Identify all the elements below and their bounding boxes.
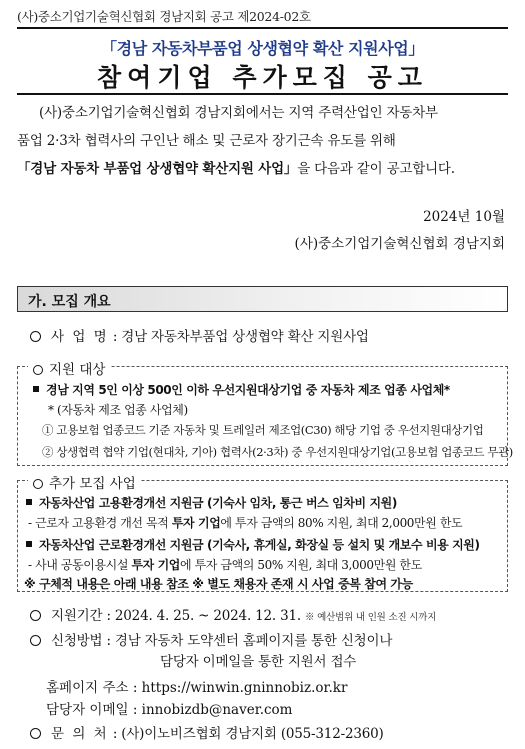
circle-bullet-icon <box>33 479 43 489</box>
intro-line-3 <box>17 157 508 177</box>
period-label: 지원기간 <box>51 608 103 624</box>
target-label-text: 지원 대상 <box>49 362 106 378</box>
target-main-text: 경남 지역 5인 이상 500인 이하 우선지원대상기업 중 자동차 제조 업종 사업체* <box>46 383 450 397</box>
target-item-2: ② 상생협력 협약 기업(현대차, 기아) 협력사(2·3차) 중 우선지원대상기업(고용보험 업종코드 무관) <box>42 445 513 459</box>
program-1-title <box>26 494 397 511</box>
target-item-1: ① 고용보험 업종코드 기준 자동차 및 트레일러 제조업(C30) 해당 기업 중 우선지원대상기업 <box>42 423 484 437</box>
target-main <box>33 381 450 398</box>
programs-notice: ※ 구체적 내용은 아래 내용 참조 ※ 별도 채용자 존재 시 사업 중복 참여 가능 <box>24 577 413 591</box>
title-main: 참여기업 추가모집 공고 <box>97 63 428 92</box>
program-1-desc-b: 투자 기업 <box>171 516 221 530</box>
program-1-title-text: 자동차산업 고용환경개선 지원금 (기숙사 임차, 통근 버스 임차비 지원) <box>39 496 397 510</box>
inquiry-item <box>30 722 384 742</box>
programs-label-text: 추가 모집 사업 <box>49 476 136 492</box>
square-bullet-icon <box>26 499 32 505</box>
inquiry-label: 문 의 처 <box>51 726 109 742</box>
method-item <box>30 629 392 649</box>
circle-bullet-icon <box>30 635 41 646</box>
inquiry-value: : (사)이노비즈협회 경남지회 (055-312-2360) <box>112 726 384 742</box>
program-1-desc-a: - 근로자 고용환경 개선 목적 <box>28 516 172 530</box>
intro-project-name: 「경남 자동차 부품업 상생협약 확산지원 사업」 <box>17 161 298 177</box>
circle-bullet-icon <box>33 365 43 375</box>
project-label: 사 업 명 <box>51 329 109 345</box>
intro-line-1: (사)중소기업기술혁신협회 경남지회에서는 지역 주력산업인 자동차부 <box>39 105 438 121</box>
program-2-desc-c: 에 투자 금액의 50% 지원, 최대 3,000만원 한도 <box>179 558 422 572</box>
homepage-link[interactable]: https://winwin.gninnobiz.or.kr <box>141 680 348 696</box>
intro-line-3-rest: 을 다음과 같이 공고합니다. <box>297 161 455 177</box>
program-2-title-text: 자동차산업 근로환경개선 지원금 (기숙사, 휴게실, 화장실 등 설치 및 개보수 비용 지원) <box>39 538 480 552</box>
period-value: : 2024. 4. 25. ~ 2024. 12. 31. <box>106 608 301 624</box>
program-1-desc <box>28 514 462 531</box>
program-2-desc-b: 투자 기업 <box>131 558 180 572</box>
program-2-desc-a: - 사내 공동이용시설 <box>28 558 132 572</box>
program-2-title <box>26 536 480 553</box>
circle-bullet-icon <box>30 728 41 739</box>
announcement-date: 2024년 10월 <box>423 209 505 225</box>
square-bullet-icon <box>26 541 32 547</box>
section-header <box>17 286 508 312</box>
square-bullet-icon <box>33 386 39 392</box>
title-rule <box>17 93 508 95</box>
announcing-org: (사)중소기업기술혁신협회 경남지회 <box>294 236 505 252</box>
top-rule <box>17 27 508 29</box>
target-note: * (자동차 제조 업종 사업체) <box>48 403 188 417</box>
circle-bullet-icon <box>30 331 41 342</box>
project-name-item <box>30 325 369 345</box>
title-sub: 「경남 자동차부품업 상생협약 확산 지원사업」 <box>101 39 424 58</box>
circle-bullet-icon <box>30 610 41 621</box>
programs-label <box>28 472 141 492</box>
email-link[interactable]: innobizdb@naver.com <box>141 702 293 718</box>
email-line <box>46 698 292 718</box>
section-title: 가. 모집 개요 <box>28 294 111 310</box>
method-label: 신청방법 <box>51 633 103 649</box>
project-value: : 경남 자동차부품업 상생협약 확산 지원사업 <box>112 329 369 345</box>
method-line-2: 담당자 이메일을 통한 지원서 접수 <box>160 654 357 670</box>
period-item <box>30 604 436 624</box>
homepage-label: 홈페이지 주소 : <box>46 680 142 696</box>
email-label: 담당자 이메일 : <box>46 702 142 718</box>
intro-line-2: 품업 2·3차 협력사의 구인난 해소 및 근로자 장기근속 유도를 위해 <box>17 133 396 149</box>
target-label <box>28 358 110 378</box>
period-note: ※ 예산범위 내 인원 소진 시까지 <box>305 612 437 623</box>
homepage-line <box>46 676 347 696</box>
doc-number: (사)중소기업기술혁신협회 경남지회 공고 제2024-02호 <box>17 9 311 24</box>
program-2-desc <box>28 556 422 573</box>
program-1-desc-c: 에 투자 금액의 80% 지원, 최대 2,000만원 한도 <box>220 516 463 530</box>
method-line-1: : 경남 자동차 도약센터 홈페이지를 통한 신청이나 <box>106 633 393 649</box>
